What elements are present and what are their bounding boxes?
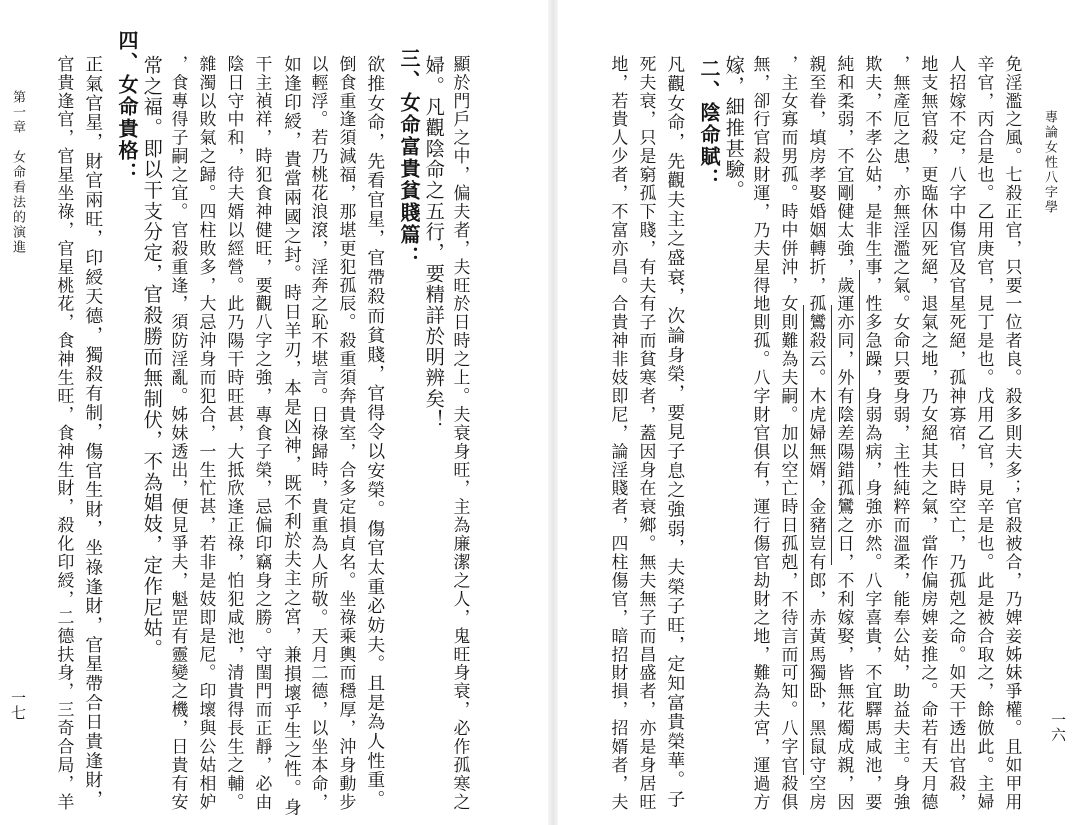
text-column: 官貴逢官，官星坐祿，官星桃花，食神生旺，食神生財，殺化印綬，二德扶身，三奇合局，羊 — [54, 55, 75, 812]
text-column: 無，卻行官殺財運，乃夫星得地則孤。八字財官俱有，運行傷官劫財之地，難為夫宮，運過方 — [750, 55, 771, 812]
text-column: 地，若貴人少者，不富亦昌。合貴神非妓即尼，論淫賤者，四柱傷官，暗招財損，招婿者，夫 — [608, 55, 629, 812]
pen-underline — [831, 305, 832, 565]
text-column: 陰日守中和，待夫婿以經營。此乃陽干時旺甚，大抵欣逢正祿，怕犯咸池，清貴得長生之輔。 — [224, 55, 245, 812]
text-column: 倒食重逢須減福，那堪更犯孤辰。殺重須奔貴室，合多定損貞名。坐祿乘輿而穩厚，沖身動步 — [336, 55, 357, 812]
text-column: 婦。凡觀陰命之五行，要精詳於明辨矣！ — [422, 55, 446, 431]
page-number-left: 一七 — [9, 690, 27, 720]
text-column: 嫁，細推甚驗。 — [722, 55, 746, 201]
pen-underline — [859, 270, 860, 495]
running-head: 專論女性八字學 — [1042, 110, 1057, 215]
text-column: 顯於門戶之中，偏夫者，夫旺於日時之上。夫衰身旺，主為廉潔之人，鬼旺身衰，必作孤寒之 — [450, 55, 471, 812]
section-heading-yin-ming: 二、陰命賦： — [697, 58, 721, 190]
page-number-right: 一六 — [1049, 712, 1067, 742]
text-column: 欲推女命，先看官星，官帶殺而貧賤，官得令以安榮。傷官太重必妨夫。且是為人性重。 — [364, 55, 386, 810]
text-column: 如逢印綬，貴當兩國之封。時日羊刃，本是凶神，既不利於夫主之宮，兼損壞乎生之性。身 — [281, 55, 302, 817]
pen-underline — [803, 305, 804, 775]
text-column: 地支無官殺，更臨休囚死絕，退氣之地，乃女絕其夫之氣，當作偏房婢妾推之。命若有天月德 — [918, 55, 939, 812]
text-column: 凡觀女命，先觀夫主之盛衰，次論身榮，要見子息之強弱，夫榮子旺，定知富貴榮華。子 — [664, 55, 686, 810]
text-column: 常之福。即以干支分定，官殺勝而無制伏，不為娼妓，定作尼姑。 — [140, 55, 164, 660]
text-column: ，無產厄之患，亦無淫濫之氣。女命只要身弱，主性純粹而溫柔，能奉公姑，助益夫主。身強 — [890, 55, 911, 812]
text-column: ，主女寡而男孤。時中併沖，女則難為夫嗣。加以空亡時日孤剋，不待言而可知。八字官殺俱 — [778, 55, 799, 812]
text-column: 干主禎祥，時犯食神健旺，要觀八字之強，專食子榮，忌偏印竊身之勝。守閨門而正靜，必由 — [252, 55, 273, 812]
text-column: 親至眷，填房孝娶婚姻轉折，孤鸞殺云。木虎婦無婿，金豬豈有郎，赤黃馬獨卧，黑鼠守空房 — [806, 55, 827, 812]
chapter-head: 第一章 女命看法的演進 — [10, 90, 25, 255]
text-column: 正氣官星，財官兩旺，印綬天德，獨殺有制，傷官生財，坐祿逢財，官星帶合日貴逢財， — [82, 55, 104, 810]
section-heading-noble: 四、女命貴格： — [115, 30, 139, 184]
text-column: 人招嫁不定，八字中傷官及官星死絕，孤神寡宿，日時空亡，乃孤剋之命。如天干透出官殺， — [946, 55, 967, 812]
book-gutter — [548, 0, 558, 825]
text-column: 欺夫，不孝公姑，是非生事，性多急躁，身弱為病，身強亦然。八字喜貴，不宜驛馬咸池，要 — [862, 55, 883, 812]
text-column: 以輕浮。若乃桃花浪滾，淫奔之恥不堪言。日祿歸時，貴重為人所敬。天月二德，以坐本命， — [308, 55, 329, 812]
text-column: 雜濁以敗氣之歸。四柱敗多，大忌沖身而犯合，一生忙甚，若非是妓即是尼。印壞與公姑相妒 — [196, 55, 217, 812]
text-column: 辛官，丙合是也。乙用庚官，見丁是也。戊用乙官，見辛是也。此是被合取之，餘倣此。主婦 — [974, 55, 995, 812]
text-column: 免淫濫之風。七殺正官，只要一位者良。殺多則夫多；官殺被合，乃婢妾姊妹爭權。且如甲用 — [1002, 55, 1023, 812]
right-page — [558, 0, 1087, 825]
section-heading-wealth: 三、女命富貴貧賤篇： — [397, 48, 421, 268]
text-column: 純和柔弱，不宜剛健太強，歲運亦同，外有陰差陽錯孤鸞之日，不利嫁娶，皆無花燭成親，因 — [834, 55, 855, 812]
text-column: 死夫衰，只是窮孤下賤，有夫有子而貧寒者，蓋因身在衰鄉。無夫無子而昌盛者，亦是身居旺 — [636, 55, 657, 812]
text-column: ，食專得子嗣之宜。官殺重逢，須防淫亂。姊妹透出，便見爭夫，魁罡有靈變之機，日貴有安 — [168, 55, 189, 812]
